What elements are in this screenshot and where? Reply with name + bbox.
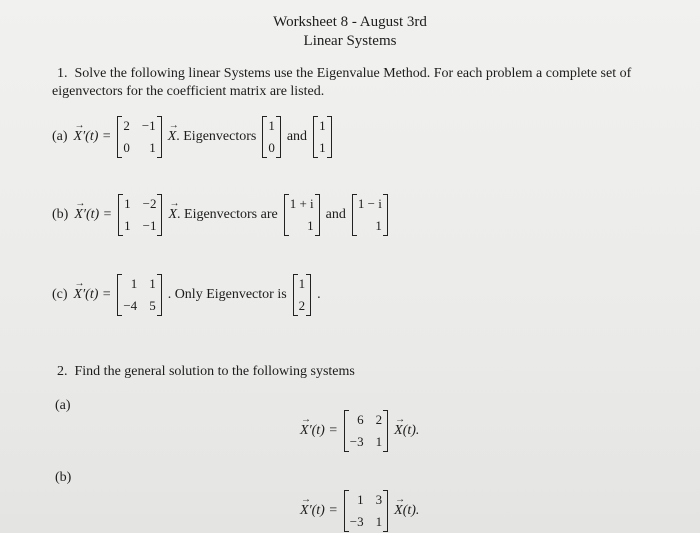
coefficient-matrix-2a: 6 2 −3 1 <box>344 410 388 452</box>
problem-1a-label: (a) <box>52 129 68 144</box>
and-text: and <box>286 129 308 144</box>
derivative-expression: ′(t) = <box>82 287 112 302</box>
problem-2-line <box>57 364 355 380</box>
worksheet-title: Worksheet 8 - August 3rd <box>273 14 427 30</box>
eigenvector-1a-1: 1 0 <box>262 116 281 158</box>
derivative-expression: ′(t) = <box>308 503 338 518</box>
vector-x-symbol: → X <box>300 494 311 518</box>
eigenvectors-label: . Eigenvectors are <box>177 207 278 222</box>
problem-1c-label: (c) <box>52 287 68 302</box>
eigenvector-1b-1: 1 + i 1 <box>284 194 320 236</box>
coefficient-matrix-1a: 2 −1 0 1 <box>117 116 161 158</box>
problem-2-prompt: Find the general solution to the following systems <box>74 364 355 379</box>
vector-x-symbol: → X <box>394 414 406 438</box>
and-text: and <box>325 207 346 222</box>
problem-1b-equation <box>52 194 394 236</box>
coefficient-matrix-2b: 1 3 −3 1 <box>344 490 388 532</box>
eigenvector-1c: 1 2 <box>293 274 312 316</box>
function-argument: (t). <box>402 423 420 438</box>
vector-x-symbol: → X <box>394 494 406 518</box>
vector-x-symbol: → X <box>73 278 85 302</box>
derivative-expression: ′(t) = <box>82 129 112 144</box>
worksheet-subtitle: Linear Systems <box>303 33 397 49</box>
problem-2b-label: (b) <box>55 470 72 485</box>
vector-x-symbol: → X <box>168 198 180 222</box>
problem-2b-equation <box>300 490 419 532</box>
coefficient-matrix-1b: 1 −2 1 −1 <box>118 194 162 236</box>
eigenvectors-label: . Eigenvectors <box>176 129 257 144</box>
derivative-expression: ′(t) = <box>308 423 338 438</box>
sentence-end: . <box>317 287 321 302</box>
vector-x-symbol: → X <box>300 414 311 438</box>
problem-2a-label: (a) <box>55 398 71 413</box>
derivative-expression: ′(t) = <box>82 207 113 222</box>
problem-1a-equation <box>52 116 338 158</box>
problem-1-line-1 <box>57 66 631 82</box>
eigenvector-1a-2: 1 1 <box>313 116 332 158</box>
problem-2a-equation <box>300 410 419 452</box>
coefficient-matrix-1c: 1 1 −4 5 <box>117 274 161 316</box>
problem-2-number: 2. <box>57 364 68 379</box>
problem-1c-equation <box>52 274 321 316</box>
problem-1-line-2: eigenvectors for the coefficient matrix are listed. <box>52 84 325 99</box>
problem-1b-label: (b) <box>52 207 69 222</box>
problem-1-prompt: Solve the following linear Systems use the Eigenvalue Method. For each problem a complete set of <box>74 66 632 81</box>
only-eigenvector-label: . Only Eigenvector is <box>167 287 287 302</box>
function-argument: (t). <box>402 503 420 518</box>
vector-x-symbol: → X <box>167 120 179 144</box>
vector-x-symbol: → X <box>73 120 85 144</box>
eigenvector-1b-2: 1 − i 1 <box>352 194 388 236</box>
vector-x-symbol: → X <box>74 198 86 222</box>
problem-1-number: 1. <box>57 66 68 81</box>
